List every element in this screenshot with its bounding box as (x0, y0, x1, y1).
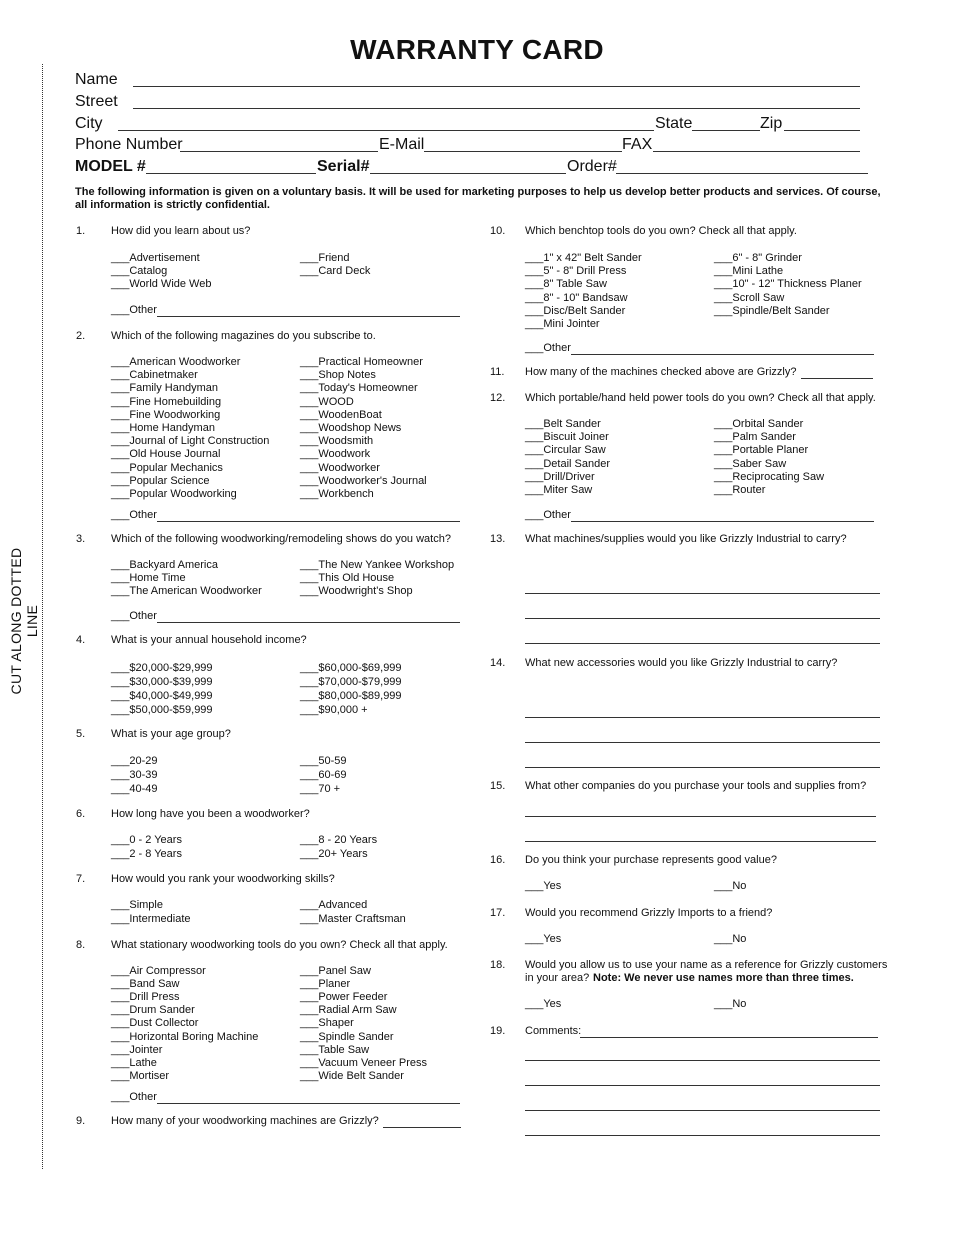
q10-option-8-10-bandsaw[interactable]: ___8" - 10" Bandsaw (525, 291, 628, 304)
q12-option-circular-saw[interactable]: ___Circular Saw (525, 444, 606, 457)
q1-option-card-deck[interactable]: ___Card Deck (300, 265, 371, 278)
q5-option-40-49[interactable]: ___40-49 (111, 783, 158, 795)
q14-answer-line-2[interactable] (525, 742, 880, 743)
q1-other-field[interactable] (157, 316, 460, 317)
q17-yes-option[interactable]: ___Yes (525, 933, 562, 945)
q5-option-30-39[interactable]: ___30-39 (111, 769, 158, 781)
q3-option-the-american-woodworker[interactable]: ___The American Woodworker (111, 585, 262, 598)
q13-answer-line-1[interactable] (525, 593, 880, 594)
q8-option-dust-collector[interactable]: ___Dust Collector (111, 1017, 199, 1030)
q7-number: 7. (76, 873, 86, 885)
q3-number: 3. (76, 533, 86, 545)
q8-option-air-compressor[interactable]: ___Air Compressor (111, 965, 206, 977)
q6-option-2-8-years[interactable]: ___2 - 8 Years (111, 847, 182, 860)
q8-option-jointer[interactable]: ___Jointer (111, 1043, 163, 1056)
q17-no-option[interactable]: ___No (714, 933, 747, 945)
q9-text: How many of your woodworking machines are Grizzly? (111, 1115, 379, 1127)
q2-option-cabinetmaker[interactable]: ___Cabinetmaker (111, 369, 198, 382)
q13-text: What machines/supplies would you like Grizzly Industrial to carry? (525, 533, 847, 545)
q18-yes-option[interactable]: ___Yes (525, 998, 562, 1010)
q19-comments-line-1[interactable] (580, 1037, 878, 1038)
q10-option-mini-jointer[interactable]: ___Mini Jointer (525, 318, 600, 330)
q18-text-continued: in your area? (525, 972, 590, 984)
q1-option-catalog[interactable]: ___Catalog (111, 265, 168, 278)
q19-comments-line-2[interactable] (525, 1060, 880, 1061)
city-field[interactable] (118, 130, 654, 131)
q6-option-0-2-years[interactable]: ___0 - 2 Years (111, 834, 182, 846)
q5-option-70[interactable]: ___70 + (300, 783, 341, 795)
q14-answer-line-1[interactable] (525, 717, 880, 718)
q5-text: What is your age group? (111, 728, 231, 740)
q8-option-panel-saw[interactable]: ___Panel Saw (300, 965, 371, 977)
q6-text: How long have you been a woodworker? (111, 808, 310, 820)
street-field[interactable] (133, 108, 860, 109)
q16-no-option[interactable]: ___No (714, 880, 747, 892)
q12-option-router[interactable]: ___Router (714, 484, 766, 496)
q2-option-old-house-journal[interactable]: ___Old House Journal (111, 448, 221, 461)
q4-option-20-000-29-999[interactable]: ___$20,000-$29,999 (111, 662, 213, 674)
q2-number: 2. (76, 330, 86, 342)
q3-option-home-time[interactable]: ___Home Time (111, 572, 186, 585)
q12-option-detail-sander[interactable]: ___Detail Sander (525, 457, 611, 470)
q5-option-50-59[interactable]: ___50-59 (300, 755, 347, 767)
q2-option-popular-woodworking[interactable]: ___Popular Woodworking (111, 488, 237, 500)
q8-option-drum-sander[interactable]: ___Drum Sander (111, 1004, 195, 1017)
q14-text: What new accessories would you like Grizzly Industrial to carry? (525, 657, 838, 669)
q2-option-family-handyman[interactable]: ___Family Handyman (111, 382, 218, 395)
q8-option-planer[interactable]: ___Planer (300, 978, 351, 991)
q16-number: 16. (490, 854, 506, 866)
q2-option-fine-woodworking[interactable]: ___Fine Woodworking (111, 408, 221, 421)
q10-text: Which benchtop tools do you own? Check all that apply. (525, 225, 797, 237)
q8-option-horizontal-boring-machine[interactable]: ___Horizontal Boring Machine (111, 1030, 259, 1043)
q14-answer-line-3[interactable] (525, 767, 880, 768)
q8-option-lathe[interactable]: ___Lathe (111, 1056, 157, 1069)
q15-answer-line-2[interactable] (525, 841, 876, 842)
q15-answer-line-1[interactable] (525, 816, 876, 817)
q3-other-label: ___Other (111, 610, 157, 622)
phone-field[interactable] (180, 151, 378, 152)
q5-option-60-69[interactable]: ___60-69 (300, 769, 347, 781)
state-label: State (655, 115, 693, 132)
q2-other-label: ___Other (111, 509, 157, 521)
q10-number: 10. (490, 225, 506, 237)
q2-option-woodwork[interactable]: ___Woodwork (300, 448, 371, 461)
q1-other-label: ___Other (111, 304, 157, 316)
q2-option-woodshop-news[interactable]: ___Woodshop News (300, 422, 402, 434)
q12-option-saber-saw[interactable]: ___Saber Saw (714, 457, 787, 470)
q11-number: 11. (490, 366, 505, 378)
q10-option-10-12-thickness-planer[interactable]: ___10" - 12" Thickness Planer (714, 278, 862, 291)
order-field[interactable] (616, 173, 868, 174)
q8-option-table-saw[interactable]: ___Table Saw (300, 1043, 370, 1056)
q10-option-1-x-42-belt-sander[interactable]: ___1" x 42" Belt Sander (525, 252, 642, 264)
q10-option-5-8-drill-press[interactable]: ___5" - 8" Drill Press (525, 265, 627, 278)
q12-number: 12. (490, 392, 506, 404)
q4-number: 4. (76, 634, 86, 646)
q10-option-disc-belt-sander[interactable]: ___Disc/Belt Sander (525, 304, 626, 317)
q4-option-90-000[interactable]: ___$90,000 + (300, 704, 368, 716)
order-label: Order# (567, 158, 617, 175)
q18-no-option[interactable]: ___No (714, 998, 747, 1010)
q8-other-label: ___Other (111, 1091, 157, 1103)
q7-text: How would you rank your woodworking skills? (111, 873, 335, 885)
q1-text: How did you learn about us? (111, 225, 251, 237)
q14-number: 14. (490, 657, 506, 669)
q4-option-30-000-39-999[interactable]: ___$30,000-$39,999 (111, 676, 213, 688)
street-label: Street (75, 93, 118, 110)
fax-field[interactable] (653, 151, 860, 152)
q3-option-woodwright-s-shop[interactable]: ___Woodwright's Shop (300, 585, 413, 598)
q10-option-mini-lathe[interactable]: ___Mini Lathe (714, 265, 784, 278)
q19-number: 19. (490, 1025, 506, 1037)
fax-label: FAX (622, 136, 653, 153)
q1-number: 1. (76, 225, 86, 237)
q5-option-20-29[interactable]: ___20-29 (111, 755, 158, 767)
q10-option-8-table-saw[interactable]: ___8" Table Saw (525, 278, 607, 291)
q8-number: 8. (76, 939, 86, 951)
q12-other-field[interactable] (571, 521, 874, 522)
model-label: MODEL # (75, 158, 146, 175)
q12-option-miter-saw[interactable]: ___Miter Saw (525, 484, 593, 496)
cut-instruction-text: CUT ALONG DOTTED LINE (8, 547, 40, 695)
cut-dotted-line (42, 64, 43, 1169)
q8-option-spindle-sander[interactable]: ___Spindle Sander (300, 1030, 394, 1043)
q1-option-advertisement[interactable]: ___Advertisement (111, 252, 200, 264)
q19-comments-line-4[interactable] (525, 1110, 880, 1111)
q3-other-field[interactable] (157, 622, 460, 623)
q12-option-portable-planer[interactable]: ___Portable Planer (714, 444, 809, 457)
q5-number: 5. (76, 728, 86, 740)
q18-note: Note: We never use names more than three times. (593, 972, 854, 984)
email-field[interactable] (424, 151, 622, 152)
q18-text: Would you allow us to use your name as a reference for Grizzly customers (525, 959, 888, 971)
q2-option-shop-notes[interactable]: ___Shop Notes (300, 369, 376, 382)
q10-other-label: ___Other (525, 342, 571, 354)
q6-option-8-20-years[interactable]: ___8 - 20 Years (300, 834, 378, 846)
q3-option-the-new-yankee-workshop[interactable]: ___The New Yankee Workshop (300, 559, 455, 571)
intro-text: The following information is given on a voluntary basis. It will be used for marketing purposes to help us develop better products and services. Of course, all information is strictly confidential. (75, 186, 881, 211)
q16-yes-option[interactable]: ___Yes (525, 880, 562, 892)
q2-option-woodsmith[interactable]: ___Woodsmith (300, 435, 374, 448)
q10-other-field[interactable] (571, 354, 874, 355)
q2-option-popular-science[interactable]: ___Popular Science (111, 474, 210, 487)
q1-option-friend[interactable]: ___Friend (300, 252, 350, 264)
q12-option-belt-sander[interactable]: ___Belt Sander (525, 418, 601, 430)
q4-option-70-000-79-999[interactable]: ___$70,000-$79,999 (300, 676, 402, 688)
q7-option-advanced[interactable]: ___Advanced (300, 899, 368, 911)
q2-other-field[interactable] (157, 521, 460, 522)
q15-text: What other companies do you purchase your tools and supplies from? (525, 780, 867, 792)
q4-option-60-000-69-999[interactable]: ___$60,000-$69,999 (300, 662, 402, 674)
q6-option-20-years[interactable]: ___20+ Years (300, 847, 368, 860)
email-label: E-Mail (379, 136, 425, 153)
q8-option-shaper[interactable]: ___Shaper (300, 1017, 354, 1030)
q12-option-reciprocating-saw[interactable]: ___Reciprocating Saw (714, 470, 825, 483)
q19-comments-line-3[interactable] (525, 1085, 880, 1086)
q2-option-woodworker[interactable]: ___Woodworker (300, 461, 380, 474)
q12-text: Which portable/hand held power tools do you own? Check all that apply. (525, 392, 876, 404)
q8-option-radial-arm-saw[interactable]: ___Radial Arm Saw (300, 1004, 397, 1017)
model-field[interactable] (146, 173, 316, 174)
q8-option-mortiser[interactable]: ___Mortiser (111, 1069, 170, 1082)
q10-option-6-8-grinder[interactable]: ___6" - 8" Grinder (714, 252, 802, 264)
q8-other-field[interactable] (157, 1103, 460, 1104)
name-field[interactable] (133, 86, 860, 87)
q8-text: What stationary woodworking tools do you own? Check all that apply. (111, 939, 448, 951)
q1-option-world-wide-web[interactable]: ___World Wide Web (111, 278, 212, 291)
q2-option-fine-homebuilding[interactable]: ___Fine Homebuilding (111, 395, 222, 408)
q8-option-wide-belt-sander[interactable]: ___Wide Belt Sander (300, 1069, 404, 1082)
q3-text: Which of the following woodworking/remodeling shows do you watch? (111, 533, 451, 545)
q2-option-home-handyman[interactable]: ___Home Handyman (111, 422, 215, 434)
q10-option-spindle-belt-sander[interactable]: ___Spindle/Belt Sander (714, 304, 830, 317)
q8-option-vacuum-veneer-press[interactable]: ___Vacuum Veneer Press (300, 1056, 427, 1069)
q2-option-woodenboat[interactable]: ___WoodenBoat (300, 408, 382, 421)
q18-number: 18. (490, 959, 506, 971)
q2-option-workbench[interactable]: ___Workbench (300, 488, 374, 500)
q11-text: How many of the machines checked above are Grizzly? (525, 366, 797, 378)
q17-text: Would you recommend Grizzly Imports to a friend? (525, 907, 773, 919)
q2-option-wood[interactable]: ___WOOD (300, 395, 354, 408)
zip-field[interactable] (784, 130, 860, 131)
q4-option-40-000-49-999[interactable]: ___$40,000-$49,999 (111, 690, 213, 702)
zip-label: Zip (760, 115, 783, 132)
name-label: Name (75, 71, 118, 88)
q12-option-drill-driver[interactable]: ___Drill/Driver (525, 470, 595, 483)
q2-text: Which of the following magazines do you subscribe to. (111, 330, 376, 342)
q8-option-band-saw[interactable]: ___Band Saw (111, 978, 180, 991)
q4-text: What is your annual household income? (111, 634, 307, 646)
city-label: City (75, 115, 103, 132)
q9-number: 9. (76, 1115, 86, 1127)
q11-answer-field[interactable] (801, 378, 873, 379)
q17-number: 17. (490, 907, 506, 919)
q7-option-intermediate[interactable]: ___Intermediate (111, 913, 191, 925)
q9-answer-field[interactable] (383, 1127, 461, 1128)
q12-option-palm-sander[interactable]: ___Palm Sander (714, 431, 796, 444)
q2-option-today-s-homeowner[interactable]: ___Today's Homeowner (300, 382, 418, 395)
q2-option-american-woodworker[interactable]: ___American Woodworker (111, 356, 241, 368)
q6-number: 6. (76, 808, 86, 820)
q2-option-woodworker-s-journal[interactable]: ___Woodworker's Journal (300, 474, 427, 487)
q8-option-drill-press[interactable]: ___Drill Press (111, 991, 180, 1004)
q16-text: Do you think your purchase represents good value? (525, 854, 777, 866)
serial-field[interactable] (370, 173, 566, 174)
phone-label: Phone Number (75, 136, 183, 153)
q4-option-80-000-89-999[interactable]: ___$80,000-$89,999 (300, 690, 402, 702)
q10-option-scroll-saw[interactable]: ___Scroll Saw (714, 291, 785, 304)
q19-comments-line-5[interactable] (525, 1135, 880, 1136)
q8-option-power-feeder[interactable]: ___Power Feeder (300, 991, 388, 1004)
q13-answer-line-3[interactable] (525, 643, 880, 644)
q2-option-practical-homeowner[interactable]: ___Practical Homeowner (300, 356, 423, 368)
q2-option-journal-of-light-construction[interactable]: ___Journal of Light Construction (111, 435, 270, 448)
q12-option-biscuit-joiner[interactable]: ___Biscuit Joiner (525, 431, 609, 444)
serial-label: Serial# (317, 158, 370, 175)
q15-number: 15. (490, 780, 506, 792)
q12-option-orbital-sander[interactable]: ___Orbital Sander (714, 418, 804, 430)
q2-option-popular-mechanics[interactable]: ___Popular Mechanics (111, 461, 223, 474)
q19-text: Comments: (525, 1025, 582, 1037)
q4-option-50-000-59-999[interactable]: ___$50,000-$59,999 (111, 704, 213, 716)
q13-number: 13. (490, 533, 506, 545)
page-title: WARRANTY CARD (350, 34, 604, 65)
q7-option-master-craftsman[interactable]: ___Master Craftsman (300, 913, 406, 925)
q3-option-this-old-house[interactable]: ___This Old House (300, 572, 395, 585)
q12-other-label: ___Other (525, 509, 571, 521)
q7-option-simple[interactable]: ___Simple (111, 899, 163, 911)
q13-answer-line-2[interactable] (525, 618, 880, 619)
q3-option-backyard-america[interactable]: ___Backyard America (111, 559, 218, 571)
state-field[interactable] (692, 130, 760, 131)
